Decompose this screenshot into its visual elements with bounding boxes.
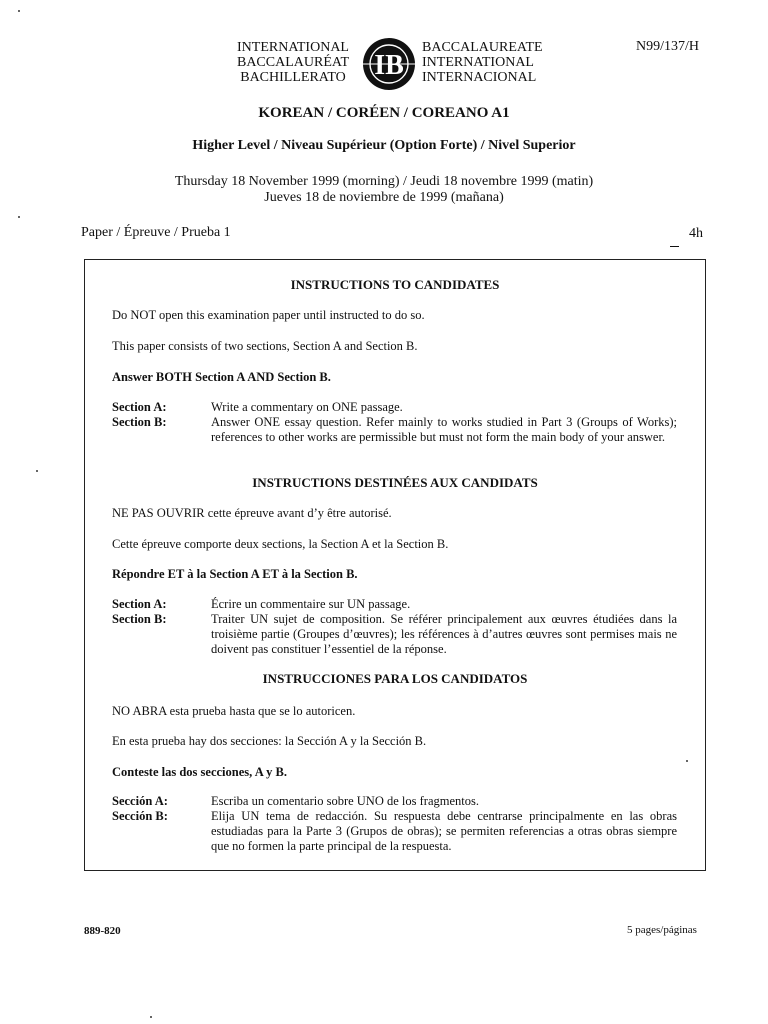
english-heading: INSTRUCTIONS TO CANDIDATES [290, 277, 500, 292]
spanish-section-a-label: Sección A: [112, 794, 168, 808]
spanish-line-1: NO ABRA esta prueba hasta que se lo autoricen. [112, 704, 356, 718]
exam-date-line-1: Thursday 18 November 1999 (morning) / Jeudi 18 novembre 1999 (matin) [174, 174, 594, 189]
header-left-line-3: BACHILLERATO [240, 70, 346, 85]
scan-speck [18, 10, 20, 12]
spanish-section-b-text: Elija UN tema de redacción. Su respuesta debe centrarse principalmente en las obras estudiadas para la Parte 3 (Grupos de obras); se permiten referencias a otras obras siempre que no formen la parte principal de la respuesta. [211, 809, 677, 853]
english-section-a-text: Write a commentary on ONE passage. [211, 400, 403, 414]
spanish-line-3: Conteste las dos secciones, A y B. [112, 765, 287, 779]
header-right-lines [422, 40, 552, 85]
spanish-section-a-text: Escriba un comentario sobre UNO de los fragmentos. [211, 794, 479, 808]
header-left-line-2: BACCALAURÉAT [236, 55, 349, 70]
french-heading: INSTRUCTIONS DESTINÉES AUX CANDIDATS [252, 475, 538, 490]
english-line-3: Answer BOTH Section A AND Section B. [112, 370, 331, 384]
exam-level: Higher Level / Niveau Supérieur (Option Forte) / Nivel Superior [192, 138, 576, 153]
duration: 4h [689, 226, 703, 241]
french-line-1: NE PAS OUVRIR cette épreuve avant d’y être autorisé. [112, 506, 392, 520]
french-line-3: Répondre ET à la Section A ET à la Section B. [112, 567, 358, 581]
header-left-line-1: INTERNATIONAL [237, 40, 349, 55]
header-right-line-3: INTERNACIONAL [422, 70, 537, 85]
footer-code: 889-820 [84, 925, 121, 937]
paper-label: Paper / Épreuve / Prueba 1 [81, 225, 231, 240]
scan-speck [150, 1016, 152, 1018]
instructions-box [84, 259, 706, 871]
spanish-line-2: En esta prueba hay dos secciones: la Sección A y la Sección B. [112, 734, 427, 748]
header-right-line-1: BACCALAUREATE [422, 40, 543, 55]
duration-rule [670, 246, 679, 247]
french-section-a-text: Écrire un commentaire sur UN passage. [211, 597, 411, 611]
english-section-b-label: Section B: [112, 415, 167, 429]
spanish-heading: INSTRUCCIONES PARA LOS CANDIDATOS [262, 671, 528, 686]
header-right-line-2: INTERNATIONAL [422, 55, 534, 70]
french-section-b-label: Section B: [112, 612, 167, 626]
french-section-b-text: Traiter UN sujet de composition. Se référer principalement aux œuvres étudiées dans la troisième partie (Groupes d’œuvres); les références à d’autres œuvres sont permises mais ne doivent pas constituer l’essentiel de la réponse. [211, 612, 677, 656]
spanish-section-b-label: Sección B: [112, 809, 168, 823]
scan-speck [36, 470, 38, 472]
header-left-lines [228, 40, 358, 85]
exam-code: N99/137/H [636, 39, 699, 54]
scan-speck [18, 216, 20, 218]
exam-title: KOREAN / CORÉEN / COREANO A1 [258, 105, 510, 121]
ib-logo-letters: IB [374, 50, 404, 81]
english-section-a-label: Section A: [112, 400, 167, 414]
scan-speck [686, 760, 688, 762]
french-line-2: Cette épreuve comporte deux sections, la Section A et la Section B. [112, 537, 449, 551]
english-section-b-text: Answer ONE essay question. Refer mainly to works studied in Part 3 (Groups of Works); references to other works are permissible but must not form the main body of your answer. [211, 415, 677, 444]
ib-logo-icon [358, 36, 420, 92]
english-line-1: Do NOT open this examination paper until instructed to do so. [112, 308, 425, 322]
english-line-2: This paper consists of two sections, Section A and Section B. [112, 339, 418, 353]
french-section-a-label: Section A: [112, 597, 167, 611]
footer-page-count: 5 pages/páginas [627, 924, 697, 936]
exam-date-line-2: Jueves 18 de noviembre de 1999 (mañana) [264, 190, 504, 205]
